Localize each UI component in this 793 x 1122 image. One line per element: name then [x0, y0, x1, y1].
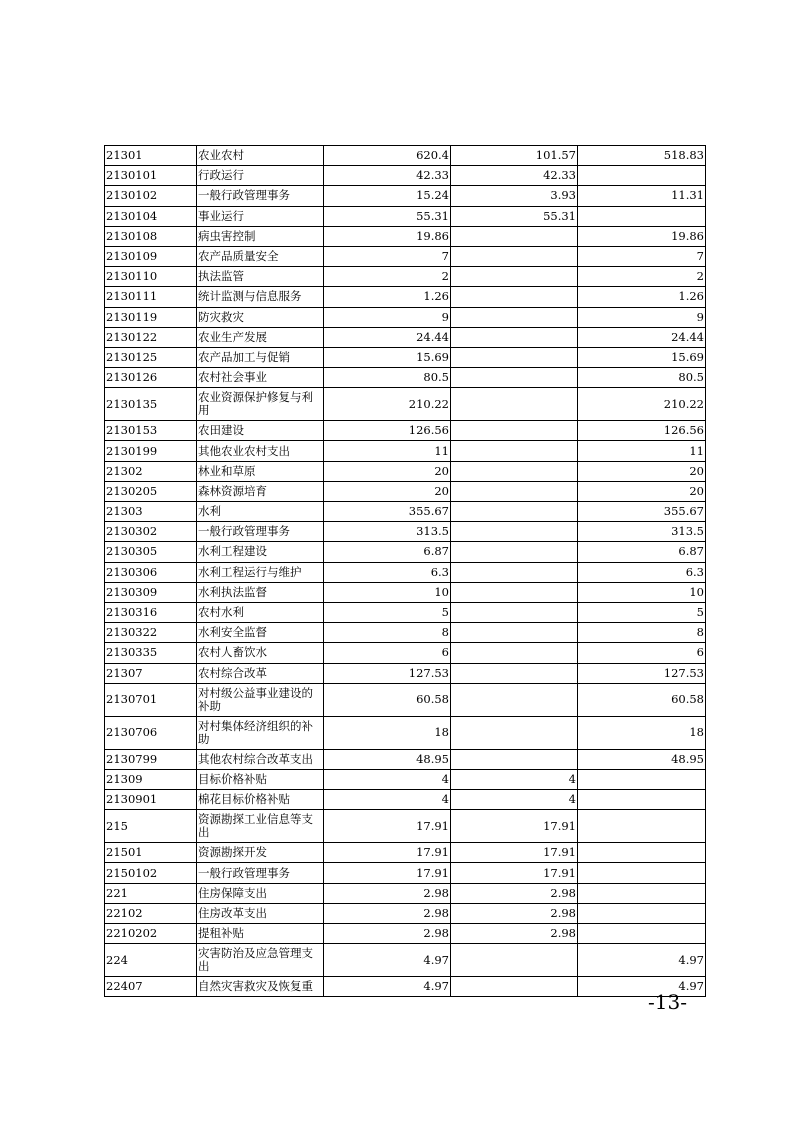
total-cell: 15.24: [324, 186, 451, 206]
project-expense-cell: 18: [578, 716, 706, 749]
project-expense-cell: 10: [578, 582, 706, 602]
subject-name-cell: 灾害防治及应急管理支出: [197, 944, 324, 977]
total-cell: 19.86: [324, 226, 451, 246]
project-expense-cell: 6.3: [578, 562, 706, 582]
basic-expense-cell: [451, 481, 578, 501]
project-expense-cell: [578, 166, 706, 186]
subject-name-cell: 农村人畜饮水: [197, 643, 324, 663]
table-row: [105, 749, 706, 769]
subject-code-cell: 2130126: [105, 368, 197, 388]
subject-code-cell: 2130316: [105, 602, 197, 622]
total-cell: 17.91: [324, 810, 451, 843]
table-row: [105, 481, 706, 501]
project-expense-cell: 127.53: [578, 663, 706, 683]
basic-expense-cell: 2.98: [451, 883, 578, 903]
project-expense-cell: 80.5: [578, 368, 706, 388]
subject-name-cell: 农业生产发展: [197, 327, 324, 347]
project-expense-cell: 24.44: [578, 327, 706, 347]
table-row: [105, 327, 706, 347]
total-cell: 60.58: [324, 683, 451, 716]
project-expense-cell: 19.86: [578, 226, 706, 246]
project-expense-cell: 126.56: [578, 421, 706, 441]
subject-name-cell: 住房保障支出: [197, 883, 324, 903]
subject-code-cell: 2130110: [105, 267, 197, 287]
table-row: [105, 810, 706, 843]
subject-code-cell: 21302: [105, 461, 197, 481]
subject-code-cell: 21307: [105, 663, 197, 683]
subject-code-cell: 2130306: [105, 562, 197, 582]
total-cell: 2.98: [324, 903, 451, 923]
basic-expense-cell: [451, 461, 578, 481]
basic-expense-cell: [451, 749, 578, 769]
total-cell: 620.4: [324, 146, 451, 166]
total-cell: 4: [324, 790, 451, 810]
basic-expense-cell: 42.33: [451, 166, 578, 186]
table-row: [105, 206, 706, 226]
project-expense-cell: [578, 903, 706, 923]
total-cell: 4.97: [324, 944, 451, 977]
project-expense-cell: 313.5: [578, 522, 706, 542]
project-expense-cell: [578, 206, 706, 226]
total-cell: 42.33: [324, 166, 451, 186]
basic-expense-cell: [451, 441, 578, 461]
subject-name-cell: 林业和草原: [197, 461, 324, 481]
project-expense-cell: 7: [578, 246, 706, 266]
table-row: [105, 368, 706, 388]
project-expense-cell: [578, 924, 706, 944]
subject-name-cell: 自然灾害救灾及恢复重: [197, 977, 324, 997]
project-expense-cell: [578, 883, 706, 903]
basic-expense-cell: 3.93: [451, 186, 578, 206]
table-row: [105, 903, 706, 923]
table-row: [105, 863, 706, 883]
basic-expense-cell: 17.91: [451, 810, 578, 843]
table-row: [105, 769, 706, 789]
subject-code-cell: 2130901: [105, 790, 197, 810]
total-cell: 17.91: [324, 843, 451, 863]
basic-expense-cell: [451, 944, 578, 977]
project-expense-cell: 1.26: [578, 287, 706, 307]
total-cell: 48.95: [324, 749, 451, 769]
basic-expense-cell: 2.98: [451, 924, 578, 944]
subject-name-cell: 行政运行: [197, 166, 324, 186]
subject-name-cell: 资源勘探工业信息等支出: [197, 810, 324, 843]
subject-name-cell: 一般行政管理事务: [197, 863, 324, 883]
basic-expense-cell: [451, 287, 578, 307]
project-expense-cell: [578, 843, 706, 863]
subject-code-cell: 224: [105, 944, 197, 977]
total-cell: 2.98: [324, 924, 451, 944]
project-expense-cell: [578, 769, 706, 789]
project-expense-cell: 20: [578, 481, 706, 501]
subject-code-cell: 2130125: [105, 347, 197, 367]
project-expense-cell: [578, 790, 706, 810]
subject-name-cell: 病虫害控制: [197, 226, 324, 246]
project-expense-cell: 11: [578, 441, 706, 461]
subject-code-cell: 2130302: [105, 522, 197, 542]
table-row: [105, 643, 706, 663]
total-cell: 1.26: [324, 287, 451, 307]
subject-code-cell: 21303: [105, 502, 197, 522]
basic-expense-cell: [451, 327, 578, 347]
subject-code-cell: 2130102: [105, 186, 197, 206]
basic-expense-cell: [451, 347, 578, 367]
basic-expense-cell: 17.91: [451, 863, 578, 883]
subject-name-cell: 统计监测与信息服务: [197, 287, 324, 307]
table-row: [105, 441, 706, 461]
project-expense-cell: 355.67: [578, 502, 706, 522]
basic-expense-cell: [451, 663, 578, 683]
subject-code-cell: 2130706: [105, 716, 197, 749]
table-row: [105, 388, 706, 421]
basic-expense-cell: [451, 388, 578, 421]
subject-name-cell: 水利工程建设: [197, 542, 324, 562]
table-row: [105, 716, 706, 749]
subject-name-cell: 事业运行: [197, 206, 324, 226]
subject-name-cell: 其他农村综合改革支出: [197, 749, 324, 769]
total-cell: 24.44: [324, 327, 451, 347]
subject-code-cell: 2130799: [105, 749, 197, 769]
subject-code-cell: 2210202: [105, 924, 197, 944]
total-cell: 20: [324, 461, 451, 481]
total-cell: 6: [324, 643, 451, 663]
total-cell: 127.53: [324, 663, 451, 683]
table-row: [105, 843, 706, 863]
subject-code-cell: 2130205: [105, 481, 197, 501]
basic-expense-cell: 4: [451, 769, 578, 789]
table-row: [105, 421, 706, 441]
subject-name-cell: 农村水利: [197, 602, 324, 622]
project-expense-cell: 11.31: [578, 186, 706, 206]
basic-expense-cell: 17.91: [451, 843, 578, 863]
subject-name-cell: 农业农村: [197, 146, 324, 166]
subject-code-cell: 2130101: [105, 166, 197, 186]
project-expense-cell: 8: [578, 623, 706, 643]
subject-name-cell: 目标价格补贴: [197, 769, 324, 789]
total-cell: 80.5: [324, 368, 451, 388]
subject-name-cell: 资源勘探开发: [197, 843, 324, 863]
basic-expense-cell: 4: [451, 790, 578, 810]
table-row: [105, 883, 706, 903]
subject-code-cell: 2130153: [105, 421, 197, 441]
total-cell: 355.67: [324, 502, 451, 522]
total-cell: 4.97: [324, 977, 451, 997]
subject-code-cell: 21301: [105, 146, 197, 166]
subject-name-cell: 水利工程运行与维护: [197, 562, 324, 582]
table-row: [105, 166, 706, 186]
total-cell: 6.87: [324, 542, 451, 562]
subject-name-cell: 水利: [197, 502, 324, 522]
total-cell: 17.91: [324, 863, 451, 883]
basic-expense-cell: [451, 502, 578, 522]
basic-expense-cell: [451, 602, 578, 622]
table-row: [105, 542, 706, 562]
total-cell: 10: [324, 582, 451, 602]
subject-name-cell: 农村社会事业: [197, 368, 324, 388]
subject-code-cell: 221: [105, 883, 197, 903]
table-row: [105, 287, 706, 307]
total-cell: 18: [324, 716, 451, 749]
basic-expense-cell: 2.98: [451, 903, 578, 923]
basic-expense-cell: [451, 623, 578, 643]
subject-name-cell: 棉花目标价格补贴: [197, 790, 324, 810]
subject-code-cell: 21309: [105, 769, 197, 789]
subject-code-cell: 2130119: [105, 307, 197, 327]
project-expense-cell: 5: [578, 602, 706, 622]
total-cell: 7: [324, 246, 451, 266]
subject-name-cell: 一般行政管理事务: [197, 186, 324, 206]
project-expense-cell: 210.22: [578, 388, 706, 421]
total-cell: 11: [324, 441, 451, 461]
basic-expense-cell: [451, 582, 578, 602]
total-cell: 55.31: [324, 206, 451, 226]
subject-name-cell: 提租补贴: [197, 924, 324, 944]
subject-code-cell: 2130108: [105, 226, 197, 246]
total-cell: 20: [324, 481, 451, 501]
table-row: [105, 146, 706, 166]
project-expense-cell: 9: [578, 307, 706, 327]
project-expense-cell: [578, 810, 706, 843]
subject-name-cell: 执法监管: [197, 267, 324, 287]
basic-expense-cell: [451, 522, 578, 542]
project-expense-cell: 2: [578, 267, 706, 287]
subject-code-cell: 2130104: [105, 206, 197, 226]
table-row: [105, 663, 706, 683]
subject-code-cell: 2130309: [105, 582, 197, 602]
table-row: [105, 502, 706, 522]
table-row: [105, 623, 706, 643]
subject-name-cell: 农田建设: [197, 421, 324, 441]
basic-expense-cell: [451, 226, 578, 246]
subject-code-cell: 2130199: [105, 441, 197, 461]
table-row: [105, 267, 706, 287]
total-cell: 126.56: [324, 421, 451, 441]
table-row: [105, 347, 706, 367]
project-expense-cell: 4.97: [578, 944, 706, 977]
total-cell: 210.22: [324, 388, 451, 421]
table-row: [105, 790, 706, 810]
basic-expense-cell: [451, 421, 578, 441]
total-cell: 6.3: [324, 562, 451, 582]
total-cell: 15.69: [324, 347, 451, 367]
total-cell: 4: [324, 769, 451, 789]
subject-code-cell: 2150102: [105, 863, 197, 883]
total-cell: 2.98: [324, 883, 451, 903]
total-cell: 8: [324, 623, 451, 643]
page-number: -13-: [648, 990, 687, 1014]
project-expense-cell: 6.87: [578, 542, 706, 562]
basic-expense-cell: [451, 368, 578, 388]
subject-name-cell: 农业资源保护修复与利用: [197, 388, 324, 421]
subject-name-cell: 森林资源培育: [197, 481, 324, 501]
subject-code-cell: 21501: [105, 843, 197, 863]
project-expense-cell: 4.97: [578, 977, 706, 997]
subject-name-cell: 其他农业农村支出: [197, 441, 324, 461]
basic-expense-cell: [451, 562, 578, 582]
basic-expense-cell: 55.31: [451, 206, 578, 226]
table-body: [105, 146, 706, 997]
subject-code-cell: 2130701: [105, 683, 197, 716]
total-cell: 9: [324, 307, 451, 327]
table-row: [105, 461, 706, 481]
table-row: [105, 944, 706, 977]
table-row: [105, 924, 706, 944]
table-row: [105, 683, 706, 716]
project-expense-cell: 60.58: [578, 683, 706, 716]
table-row: [105, 246, 706, 266]
table-row: [105, 977, 706, 997]
total-cell: 2: [324, 267, 451, 287]
subject-name-cell: 对村级公益事业建设的补助: [197, 683, 324, 716]
subject-code-cell: 2130335: [105, 643, 197, 663]
subject-name-cell: 住房改革支出: [197, 903, 324, 923]
subject-name-cell: 农产品加工与促销: [197, 347, 324, 367]
basic-expense-cell: [451, 643, 578, 663]
subject-code-cell: 2130111: [105, 287, 197, 307]
subject-code-cell: 22407: [105, 977, 197, 997]
table-row: [105, 186, 706, 206]
subject-name-cell: 一般行政管理事务: [197, 522, 324, 542]
basic-expense-cell: [451, 246, 578, 266]
subject-code-cell: 22102: [105, 903, 197, 923]
basic-expense-cell: [451, 716, 578, 749]
subject-name-cell: 农村综合改革: [197, 663, 324, 683]
basic-expense-cell: [451, 267, 578, 287]
table-row: [105, 562, 706, 582]
subject-code-cell: 2130135: [105, 388, 197, 421]
budget-table: [104, 145, 706, 997]
subject-name-cell: 水利执法监督: [197, 582, 324, 602]
basic-expense-cell: 101.57: [451, 146, 578, 166]
subject-name-cell: 农产品质量安全: [197, 246, 324, 266]
table-row: [105, 602, 706, 622]
subject-name-cell: 对村集体经济组织的补助: [197, 716, 324, 749]
project-expense-cell: 48.95: [578, 749, 706, 769]
subject-code-cell: 2130122: [105, 327, 197, 347]
subject-code-cell: 2130322: [105, 623, 197, 643]
project-expense-cell: 15.69: [578, 347, 706, 367]
subject-name-cell: 防灾救灾: [197, 307, 324, 327]
basic-expense-cell: [451, 683, 578, 716]
table-row: [105, 582, 706, 602]
table-row: [105, 226, 706, 246]
table-row: [105, 307, 706, 327]
project-expense-cell: 20: [578, 461, 706, 481]
subject-code-cell: 2130305: [105, 542, 197, 562]
project-expense-cell: [578, 863, 706, 883]
basic-expense-cell: [451, 307, 578, 327]
subject-name-cell: 水利安全监督: [197, 623, 324, 643]
subject-code-cell: 215: [105, 810, 197, 843]
total-cell: 313.5: [324, 522, 451, 542]
table-row: [105, 522, 706, 542]
subject-code-cell: 2130109: [105, 246, 197, 266]
basic-expense-cell: [451, 542, 578, 562]
basic-expense-cell: [451, 977, 578, 997]
total-cell: 5: [324, 602, 451, 622]
project-expense-cell: 6: [578, 643, 706, 663]
project-expense-cell: 518.83: [578, 146, 706, 166]
